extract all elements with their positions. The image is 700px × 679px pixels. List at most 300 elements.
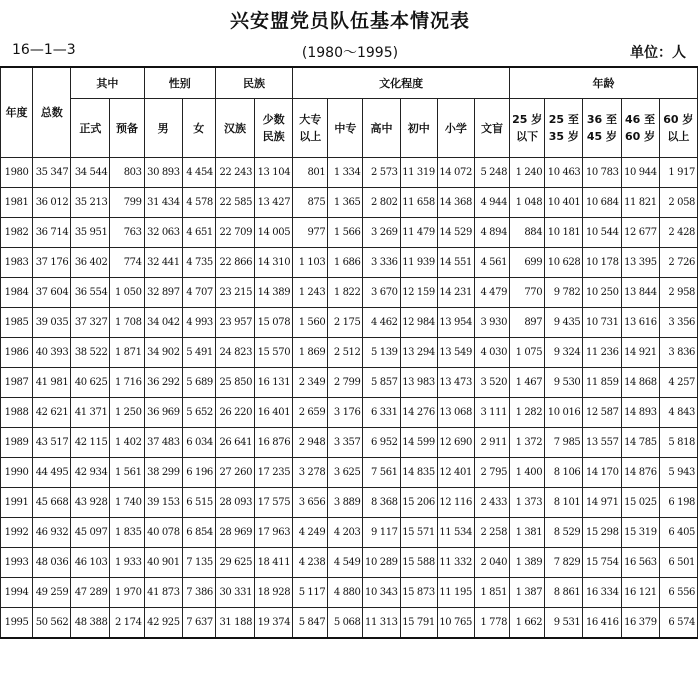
table-cell: 4 707 <box>182 278 215 308</box>
table-cell: 3 111 <box>474 398 509 428</box>
table-cell: 15 025 <box>621 488 659 518</box>
table-cell: 4 462 <box>363 308 400 338</box>
table-cell: 8 861 <box>545 578 583 608</box>
table-row <box>1 188 698 218</box>
table-cell: 29 625 <box>215 548 254 578</box>
table-cell: 763 <box>110 218 144 248</box>
table-cell: 1 334 <box>328 158 363 188</box>
table-cell: 6 574 <box>659 608 697 639</box>
table-cell: 1 389 <box>510 548 545 578</box>
table-cell: 6 405 <box>659 518 697 548</box>
year-cell: 1988 <box>1 398 33 428</box>
table-cell: 10 016 <box>545 398 583 428</box>
table-cell: 14 893 <box>621 398 659 428</box>
table-cell: 5 248 <box>474 158 509 188</box>
table-cell: 1 869 <box>293 338 328 368</box>
table-cell: 6 854 <box>182 518 215 548</box>
table-cell: 40 625 <box>71 368 110 398</box>
header-age-under25 <box>510 99 545 158</box>
table-cell: 1 561 <box>110 458 144 488</box>
year-cell: 1990 <box>1 458 33 488</box>
table-cell: 25 850 <box>215 368 254 398</box>
table-cell: 4 880 <box>328 578 363 608</box>
table-cell: 14 551 <box>437 248 474 278</box>
table-cell: 4 651 <box>182 218 215 248</box>
table-cell: 14 170 <box>583 458 621 488</box>
table-cell: 14 868 <box>621 368 659 398</box>
table-cell: 11 236 <box>583 338 621 368</box>
table-cell: 41 371 <box>71 398 110 428</box>
table-cell: 10 944 <box>621 158 659 188</box>
table-cell: 16 379 <box>621 608 659 639</box>
table-cell: 15 791 <box>400 608 437 639</box>
table-cell: 14 072 <box>437 158 474 188</box>
table-cell: 5 117 <box>293 578 328 608</box>
table-cell: 3 625 <box>328 458 363 488</box>
table-cell: 1 282 <box>510 398 545 428</box>
table-cell: 15 570 <box>255 338 293 368</box>
table-cell: 24 823 <box>215 338 254 368</box>
table-cell: 1 240 <box>510 158 545 188</box>
table-cell: 1 662 <box>510 608 545 639</box>
table-cell: 11 319 <box>400 158 437 188</box>
table-cell: 2 958 <box>659 278 697 308</box>
table-cell: 5 491 <box>182 338 215 368</box>
table-cell: 23 215 <box>215 278 254 308</box>
table-cell: 6 501 <box>659 548 697 578</box>
header-college-line2: 以上 <box>299 130 322 143</box>
table-cell: 1 778 <box>474 608 509 639</box>
table-cell: 18 928 <box>255 578 293 608</box>
header-group-gender: 性别 <box>144 67 215 99</box>
table-cell: 48 036 <box>33 548 71 578</box>
table-cell: 1 372 <box>510 428 545 458</box>
table-cell: 11 939 <box>400 248 437 278</box>
table-cell: 34 544 <box>71 158 110 188</box>
table-cell: 36 012 <box>33 188 71 218</box>
table-cell: 13 557 <box>583 428 621 458</box>
table-cell: 10 684 <box>583 188 621 218</box>
header-group-status: 其中 <box>71 67 144 99</box>
table-cell: 15 298 <box>583 518 621 548</box>
table-cell: 7 386 <box>182 578 215 608</box>
table-cell: 1 373 <box>510 488 545 518</box>
header-age1-line2: 以下 <box>516 130 539 143</box>
table-cell: 40 393 <box>33 338 71 368</box>
table-cell: 2 428 <box>659 218 697 248</box>
header-group-education: 文化程度 <box>293 67 510 99</box>
table-cell: 3 889 <box>328 488 363 518</box>
table-cell: 39 035 <box>33 308 71 338</box>
table-cell: 6 952 <box>363 428 400 458</box>
table-cell: 2 058 <box>659 188 697 218</box>
table-cell: 10 765 <box>437 608 474 639</box>
table-cell: 49 259 <box>33 578 71 608</box>
table-cell: 699 <box>510 248 545 278</box>
table-cell: 40 078 <box>144 518 182 548</box>
table-cell: 18 411 <box>255 548 293 578</box>
table-cell: 11 479 <box>400 218 437 248</box>
table-cell: 22 866 <box>215 248 254 278</box>
table-cell: 22 243 <box>215 158 254 188</box>
table-cell: 1 716 <box>110 368 144 398</box>
table-cell: 46 103 <box>71 548 110 578</box>
table-cell: 6 034 <box>182 428 215 458</box>
header-year: 年度 <box>1 67 33 158</box>
table-cell: 14 005 <box>255 218 293 248</box>
table-cell: 7 985 <box>545 428 583 458</box>
table-row <box>1 158 698 188</box>
table-cell: 12 401 <box>437 458 474 488</box>
table-cell: 6 556 <box>659 578 697 608</box>
table-cell: 3 176 <box>328 398 363 428</box>
table-cell: 13 844 <box>621 278 659 308</box>
year-cell: 1983 <box>1 248 33 278</box>
table-cell: 36 969 <box>144 398 182 428</box>
table-cell: 15 571 <box>400 518 437 548</box>
table-cell: 36 554 <box>71 278 110 308</box>
header-junior-high: 初中 <box>400 99 437 158</box>
year-cell: 1991 <box>1 488 33 518</box>
table-cell: 11 859 <box>583 368 621 398</box>
table-cell: 37 604 <box>33 278 71 308</box>
table-cell: 875 <box>293 188 328 218</box>
table-cell: 8 368 <box>363 488 400 518</box>
table-cell: 7 637 <box>182 608 215 639</box>
table-cell: 12 116 <box>437 488 474 518</box>
table-cell: 36 714 <box>33 218 71 248</box>
table-cell: 10 628 <box>545 248 583 278</box>
table-cell: 16 563 <box>621 548 659 578</box>
table-cell: 26 641 <box>215 428 254 458</box>
table-cell: 6 331 <box>363 398 400 428</box>
table-cell: 10 401 <box>545 188 583 218</box>
table-cell: 4 578 <box>182 188 215 218</box>
table-cell: 28 093 <box>215 488 254 518</box>
table-cell: 3 670 <box>363 278 400 308</box>
party-member-table <box>0 66 698 639</box>
table-cell: 48 388 <box>71 608 110 639</box>
table-cell: 14 231 <box>437 278 474 308</box>
header-age2-line1: 25 至 <box>548 113 579 126</box>
table-cell: 2 174 <box>110 608 144 639</box>
table-cell: 2 911 <box>474 428 509 458</box>
table-cell: 13 104 <box>255 158 293 188</box>
table-cell: 15 588 <box>400 548 437 578</box>
table-period: (1980～1995) <box>301 45 399 61</box>
header-minority-line2: 民族 <box>262 130 285 143</box>
table-cell: 30 331 <box>215 578 254 608</box>
table-cell: 7 829 <box>545 548 583 578</box>
table-cell: 13 068 <box>437 398 474 428</box>
header-group-age: 年龄 <box>510 67 698 99</box>
table-row <box>1 278 698 308</box>
table-cell: 50 562 <box>33 608 71 639</box>
table-cell: 2 948 <box>293 428 328 458</box>
table-cell: 17 575 <box>255 488 293 518</box>
table-cell: 1 050 <box>110 278 144 308</box>
header-college-line1: 大专 <box>299 113 322 126</box>
table-cell: 9 531 <box>545 608 583 639</box>
table-cell: 17 963 <box>255 518 293 548</box>
table-cell: 1 243 <box>293 278 328 308</box>
header-probationary: 预备 <box>110 99 144 158</box>
table-cell: 10 289 <box>363 548 400 578</box>
header-group-ethnicity: 民族 <box>215 67 292 99</box>
table-cell: 10 463 <box>545 158 583 188</box>
table-cell: 8 106 <box>545 458 583 488</box>
table-cell: 37 483 <box>144 428 182 458</box>
table-cell: 41 981 <box>33 368 71 398</box>
table-code: 16—1—3 <box>12 42 76 58</box>
table-cell: 41 873 <box>144 578 182 608</box>
table-cell: 1 708 <box>110 308 144 338</box>
table-cell: 3 836 <box>659 338 697 368</box>
table-cell: 15 873 <box>400 578 437 608</box>
table-cell: 1 402 <box>110 428 144 458</box>
header-college <box>293 99 328 158</box>
table-cell: 19 374 <box>255 608 293 639</box>
header-age-36-45 <box>583 99 621 158</box>
header-age4-line2: 60 岁 <box>625 130 656 143</box>
table-cell: 31 434 <box>144 188 182 218</box>
header-age5-line2: 以上 <box>667 130 690 143</box>
table-cell: 803 <box>110 158 144 188</box>
table-cell: 9 324 <box>545 338 583 368</box>
table-cell: 12 159 <box>400 278 437 308</box>
table-cell: 16 876 <box>255 428 293 458</box>
table-cell: 1 917 <box>659 158 697 188</box>
table-cell: 1 822 <box>328 278 363 308</box>
table-cell: 9 435 <box>545 308 583 338</box>
table-cell: 37 176 <box>33 248 71 278</box>
header-age3-line1: 36 至 <box>586 113 618 126</box>
table-row <box>1 308 698 338</box>
table-cell: 977 <box>293 218 328 248</box>
table-cell: 46 932 <box>33 518 71 548</box>
table-cell: 13 983 <box>400 368 437 398</box>
table-cell: 38 522 <box>71 338 110 368</box>
table-cell: 11 195 <box>437 578 474 608</box>
table-cell: 5 818 <box>659 428 697 458</box>
table-cell: 14 599 <box>400 428 437 458</box>
table-cell: 10 731 <box>583 308 621 338</box>
table-cell: 35 951 <box>71 218 110 248</box>
table-cell: 6 198 <box>659 488 697 518</box>
table-cell: 897 <box>510 308 545 338</box>
year-cell: 1981 <box>1 188 33 218</box>
table-cell: 2 726 <box>659 248 697 278</box>
table-cell: 4 993 <box>182 308 215 338</box>
table-cell: 15 206 <box>400 488 437 518</box>
table-cell: 12 984 <box>400 308 437 338</box>
table-row <box>1 608 698 639</box>
header-age4-line1: 46 至 <box>625 113 656 126</box>
table-cell: 15 078 <box>255 308 293 338</box>
table-cell: 3 520 <box>474 368 509 398</box>
table-cell: 2 175 <box>328 308 363 338</box>
header-minority <box>255 99 293 158</box>
table-cell: 4 735 <box>182 248 215 278</box>
table-cell: 14 529 <box>437 218 474 248</box>
table-cell: 27 260 <box>215 458 254 488</box>
year-cell: 1994 <box>1 578 33 608</box>
table-cell: 14 876 <box>621 458 659 488</box>
table-cell: 10 783 <box>583 158 621 188</box>
table-cell: 13 427 <box>255 188 293 218</box>
table-cell: 5 943 <box>659 458 697 488</box>
header-han: 汉族 <box>215 99 254 158</box>
header-total: 总数 <box>33 67 71 158</box>
table-cell: 1 365 <box>328 188 363 218</box>
header-primary: 小学 <box>437 99 474 158</box>
table-cell: 13 473 <box>437 368 474 398</box>
header-male: 男 <box>144 99 182 158</box>
table-cell: 15 319 <box>621 518 659 548</box>
table-cell: 1 835 <box>110 518 144 548</box>
table-cell: 14 276 <box>400 398 437 428</box>
year-cell: 1985 <box>1 308 33 338</box>
table-row <box>1 518 698 548</box>
table-cell: 34 042 <box>144 308 182 338</box>
header-age-25-35 <box>545 99 583 158</box>
table-cell: 2 573 <box>363 158 400 188</box>
table-cell: 2 433 <box>474 488 509 518</box>
table-cell: 3 336 <box>363 248 400 278</box>
table-cell: 13 395 <box>621 248 659 278</box>
year-cell: 1987 <box>1 368 33 398</box>
table-cell: 10 178 <box>583 248 621 278</box>
year-cell: 1995 <box>1 608 33 639</box>
year-cell: 1989 <box>1 428 33 458</box>
table-cell: 1 387 <box>510 578 545 608</box>
table-cell: 1 560 <box>293 308 328 338</box>
table-cell: 11 658 <box>400 188 437 218</box>
table-cell: 6 515 <box>182 488 215 518</box>
year-cell: 1984 <box>1 278 33 308</box>
header-age5-line1: 60 岁 <box>663 113 694 126</box>
table-cell: 22 585 <box>215 188 254 218</box>
table-row <box>1 488 698 518</box>
table-cell: 44 495 <box>33 458 71 488</box>
table-cell: 2 512 <box>328 338 363 368</box>
table-cell: 16 131 <box>255 368 293 398</box>
table-cell: 9 530 <box>545 368 583 398</box>
table-cell: 4 203 <box>328 518 363 548</box>
table-cell: 47 289 <box>71 578 110 608</box>
table-cell: 799 <box>110 188 144 218</box>
table-cell: 1 871 <box>110 338 144 368</box>
table-cell: 11 332 <box>437 548 474 578</box>
table-cell: 23 957 <box>215 308 254 338</box>
table-cell: 5 857 <box>363 368 400 398</box>
table-cell: 1 381 <box>510 518 545 548</box>
table-cell: 35 213 <box>71 188 110 218</box>
table-cell: 5 068 <box>328 608 363 639</box>
table-cell: 1 851 <box>474 578 509 608</box>
table-cell: 16 416 <box>583 608 621 639</box>
table-cell: 3 278 <box>293 458 328 488</box>
table-cell: 38 299 <box>144 458 182 488</box>
table-cell: 2 258 <box>474 518 509 548</box>
table-cell: 4 549 <box>328 548 363 578</box>
table-cell: 14 368 <box>437 188 474 218</box>
table-cell: 4 238 <box>293 548 328 578</box>
table-cell: 42 115 <box>71 428 110 458</box>
header-illiterate: 文盲 <box>474 99 509 158</box>
table-row <box>1 338 698 368</box>
table-cell: 43 517 <box>33 428 71 458</box>
table-cell: 14 389 <box>255 278 293 308</box>
table-cell: 10 544 <box>583 218 621 248</box>
table-cell: 2 349 <box>293 368 328 398</box>
table-cell: 8 101 <box>545 488 583 518</box>
table-cell: 34 902 <box>144 338 182 368</box>
table-cell: 26 220 <box>215 398 254 428</box>
table-cell: 32 063 <box>144 218 182 248</box>
table-cell: 884 <box>510 218 545 248</box>
table-cell: 1 250 <box>110 398 144 428</box>
table-cell: 45 668 <box>33 488 71 518</box>
header-age1-line1: 25 岁 <box>512 113 543 126</box>
table-cell: 4 843 <box>659 398 697 428</box>
table-cell: 31 188 <box>215 608 254 639</box>
table-cell: 36 292 <box>144 368 182 398</box>
table-cell: 16 334 <box>583 578 621 608</box>
table-cell: 2 659 <box>293 398 328 428</box>
table-cell: 3 357 <box>328 428 363 458</box>
table-cell: 4 257 <box>659 368 697 398</box>
header-age3-line2: 45 岁 <box>586 130 618 143</box>
header-high-school: 高中 <box>363 99 400 158</box>
table-cell: 1 103 <box>293 248 328 278</box>
table-cell: 8 529 <box>545 518 583 548</box>
header-minority-line1: 少数 <box>262 113 285 126</box>
table-cell: 16 121 <box>621 578 659 608</box>
table-cell: 3 656 <box>293 488 328 518</box>
table-cell: 4 944 <box>474 188 509 218</box>
table-cell: 1 566 <box>328 218 363 248</box>
table-cell: 9 782 <box>545 278 583 308</box>
table-cell: 3 930 <box>474 308 509 338</box>
table-cell: 774 <box>110 248 144 278</box>
table-cell: 14 310 <box>255 248 293 278</box>
table-cell: 1 933 <box>110 548 144 578</box>
table-cell: 12 677 <box>621 218 659 248</box>
table-cell: 17 235 <box>255 458 293 488</box>
table-unit: 单位：人 <box>630 45 686 61</box>
table-cell: 13 616 <box>621 308 659 338</box>
header-age-46-60 <box>621 99 659 158</box>
table-row <box>1 578 698 608</box>
table-cell: 14 835 <box>400 458 437 488</box>
table-cell: 2 799 <box>328 368 363 398</box>
table-cell: 1 075 <box>510 338 545 368</box>
table-cell: 1 467 <box>510 368 545 398</box>
table-title: 兴安盟党员队伍基本情况表 <box>229 10 470 32</box>
table-cell: 801 <box>293 158 328 188</box>
header-technical: 中专 <box>328 99 363 158</box>
year-cell: 1982 <box>1 218 33 248</box>
table-cell: 22 709 <box>215 218 254 248</box>
table-cell: 32 897 <box>144 278 182 308</box>
table-cell: 11 313 <box>363 608 400 639</box>
table-cell: 14 971 <box>583 488 621 518</box>
table-cell: 13 954 <box>437 308 474 338</box>
table-cell: 42 925 <box>144 608 182 639</box>
table-cell: 43 928 <box>71 488 110 518</box>
table-cell: 40 901 <box>144 548 182 578</box>
